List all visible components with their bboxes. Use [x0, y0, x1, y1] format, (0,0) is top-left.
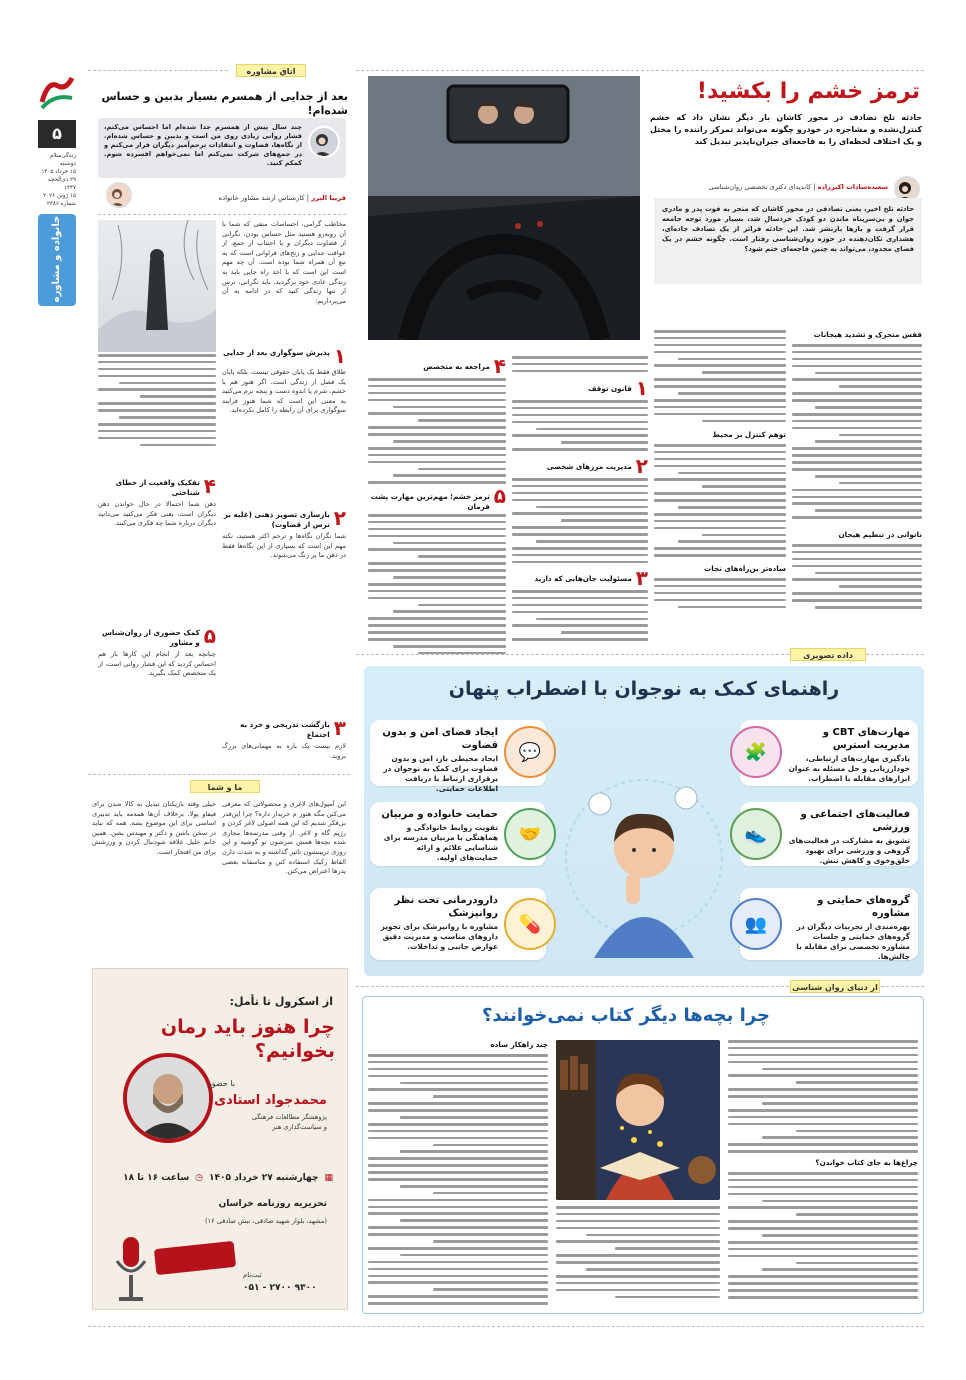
side-strip: [38, 72, 76, 342]
anger-col-2: توهم کنترل بر محیط ساده‌تر بن‌راه‌های نجات: [654, 330, 786, 612]
author-avatar: [106, 182, 132, 208]
speaker-photo: [123, 1053, 213, 1143]
event-phone: ۹۳۰۰ ۲۷۰۰ - ۰۵۱: [243, 1283, 317, 1293]
anger-author: سعیده‌سادات اکبرزاده | کاندیدای دکتری تخصصی روان‌شناسی: [654, 176, 922, 196]
question-avatar: [308, 126, 340, 158]
event-pre: از اسکرول تا تأمل:: [229, 995, 333, 1008]
letters-col2: خیلی وقته بازیکنان تبدیل به کالا شدن برای فیفاو پولا. برخلاف آن‌ها همه‌مه باید تدبیری اساسی برای این موضوع بشه. همه که نباید در سخن باشن و دکتر و مهندس بشن. همین خانم خلیل علاقه شودنبال کردن و ورزشش برای من افتخار است.: [92, 800, 216, 856]
anger-col-1: قفس متحرک و تشدید هیجانات ناتوانی در تنظیم هیجان: [792, 330, 922, 610]
counsel-title: بعد از جدایی از همسرم بسیار بدبین و حساس شده‌ام!: [101, 90, 348, 117]
event-with: با حضور: [207, 1079, 235, 1088]
mic-illustration: [111, 1235, 151, 1305]
books-title: چرا بچه‌ها دیگر کتاب نمی‌خوانند؟: [481, 1005, 770, 1026]
counsel-tag: اتاق مشاوره: [236, 64, 306, 77]
event-title: چرا هنوز باید رمان بخوانیم؟: [160, 1016, 335, 1062]
question-text: چند سال پیش از همسرم جدا شده‌ام اما احساس می‌کنم، فشار روانی زیادی روی من است و بدبین و حساس شده‌ام. از نگاه‌ها، قضاوت و انتقادات ترحم‌آمیز دیگران فرار می‌کنم و در جمع‌های شرکت نمی‌کنم اما نمی‌خواهم افسرده شوم. کمکم کنید.: [104, 123, 302, 167]
event-address: (مشهد، بلوار شهید صادقی، نبش صادقی ۱۶): [204, 1217, 327, 1225]
page-number: ۵: [38, 120, 76, 148]
anger-lead: حادثه تلخ تصادف در محور کاشان بار دیگر نشان داد که خشم کنترل‌نشده و مشاجره در خودرو چگونه می‌تواند تمرکز راننده را مختل و یک اختلاف لحظه‌ای را به فاجعه‌ای جبران‌ناپذیر تبدیل کند: [650, 113, 922, 146]
logo: [38, 72, 76, 112]
section-label: خانواده و مشاوره: [38, 214, 76, 306]
event-stamp: [154, 1241, 236, 1275]
counsel-photo: [98, 220, 216, 352]
clock-icon: ◷: [195, 1173, 204, 1183]
counsel-author: فریبا البرز | کارشناس ارشد مشاور خانواده: [98, 182, 346, 212]
books-tag: از دنیای روان شناسی: [790, 980, 880, 993]
pill-icon: 💊: [504, 898, 556, 950]
books-col-right: چراغ‌ها به جای کتاب خواندن؟: [728, 1040, 918, 1306]
info-item-cbt: 🧩 مهارت‌های CBT و مدیریت استرس یادگیری مهارت‌های ارتباطی، خودارزیابی و حل مسئله به عنوان ابزارهای مقابله با اضطراب.: [740, 720, 918, 786]
event-org: تحریریه روزنامه خراسان: [218, 1199, 327, 1209]
info-item-family: 🤝 حمایت خانواده و مربیان تقویت روابط خانوادگی و هماهنگی با مربیان مدرسه برای شناسایی علائم و ارائه حمایت‌های اولیه.: [370, 802, 546, 866]
event-reg-label: ثبت‌نام: [243, 1271, 262, 1279]
counsel-item-1: ۱ پذیرش سوگواری بعد از جدایی طلاق فقط یک پایان حقوقی نیست، بلکه پایان یک فصل از زندگی است. اگر هنوز هم با خشم، شرم یا اندوه دست و پنجه نرم می‌کنید به معنی این است که شما هنوز فرایند سوگواری برای آن رابطه را کامل نکرده‌اید.: [222, 344, 346, 415]
calendar-icon: ▦: [324, 1173, 333, 1183]
speaker-name: محمدجواد استادی: [214, 1093, 327, 1108]
issue-meta: زندگی‌سلام دوشنبه ۱۵ خرداد ۱۴۰۵ ۲۹ ذی‌الحجه ۱۴۴۷ ۱۵ ژوئن ۲۰۲۶ شماره ۲۳۸۶: [41, 153, 76, 207]
event-poster: [92, 968, 348, 1310]
sneaker-icon: 👟: [730, 808, 782, 860]
info-item-meds: 💊 دارودرمانی تحت نظر روانپزشک مشاوره با روانپزشک برای تجویز داروهای مناسب و مدیریت دقیق عوارض جانبی و تداخلات.: [370, 888, 546, 960]
info-item-groups: 👥 گروه‌های حمایتی و مشاوره بهره‌مندی از تجربیات دیگران در گروه‌های حمایتی و جلسات مشاوره تخصصی برای مقابله با چالش‌ها.: [740, 888, 918, 960]
speaker-role-2: و سیاست‌گذاری هنر: [272, 1123, 327, 1131]
counsel-item-5: ۵ کمک حضوری از روان‌شناس و مشاور چنانچه بعد از انجام این کارها باز هم احساس کردید که این فشار روانی است، از یک متخصص کمک بگیرید.: [98, 624, 216, 678]
speaker-role-1: پژوهشگر مطالعات فرهنگی: [251, 1113, 327, 1121]
handshake-icon: 🤝: [504, 808, 556, 860]
question-box: [98, 118, 346, 178]
author-name: فریبا البرز: [311, 194, 346, 202]
anger-photo: [368, 76, 640, 340]
anger-col-3: ۱ قانون توقف ۲ مدیریت مرزهای شخصی ۳ مسئولیت جان‌هایی که دارید: [512, 356, 648, 646]
anger-title: ترمز خشم را بکشید!: [696, 79, 920, 104]
books-col-left: چند راهکار ساده: [368, 1040, 548, 1316]
counsel-item-4: ۴ تفکیک واقعیت از خطای شناختی ذهن شما احتمالا در حال خواندن ذهن دیگران است، یعنی فکر می‌کنید می‌دانید دیگران درباره شما چه فکری می‌کنند.: [98, 474, 216, 528]
counsel-item-3: ۳ بازگشت تدریجی و خرد به اجتماع لازم نیست یک باره به مهمانی‌های بزرگ بروید.: [222, 716, 346, 760]
author-role: کارشناس ارشد مشاور خانواده: [218, 194, 305, 202]
anger-author-role: کاندیدای دکتری تخصصی روان‌شناسی: [708, 183, 812, 191]
anger-author-name: سعیده‌سادات اکبرزاده: [817, 183, 888, 191]
infographic-tag: داده تصویری: [790, 648, 866, 661]
letters-tag: ما و شما: [190, 780, 260, 793]
counsel-item-2: ۲ بازسازی تصویر ذهنی (غلبه بر ترس از قضاوت) شما نگران نگاه‌ها و ترحم اکثر هستید، نکته مهم این است که بسیاری از این نگاه‌ها فقط در ذهن ما پر رنگ می‌شوند.: [222, 506, 346, 560]
info-item-social: 👟 فعالیت‌های اجتماعی و ورزشی تشویق به مشارکت در فعالیت‌های گروهی و ورزشی برای بهبود خلق‌وخوی و کاهش تنش.: [740, 802, 918, 866]
anger-col-4: ۴ مراجعه به متخصص ۵ ترمز خشم؛ مهم‌ترین مهارت پشت فرمان: [368, 356, 506, 662]
letters-col1: این آمپول‌های لاغری و محصولاتی که معرفی می‌کنن مگه هنوز م خریدار داره؟ چرا این‌قدر بی‌فکر شدیم که این همه اصولی لاغر کردن و رژیم گاه و لاغر. از وقتی مدرسه‌ها مجازی شده بچه‌ها همش سرشون تو گوشیه و این روزی تربیتشون تاثیر گذاشته و به شدت دارن الفاظ رکیک استفاده کنن و متاسفانه بعضی پدرها اعتراض می‌کنن.: [222, 800, 346, 876]
books-col-below-photo: [556, 1206, 720, 1304]
event-date-row: ▦ چهارشنبه ۲۷ خرداد ۱۴۰۵ ◷ ساعت ۱۶ تا ۱۸: [123, 1173, 333, 1183]
chat-icon: 💬: [504, 726, 556, 778]
infographic-title: راهنمای کمک به نوجوان با اضطراب پنهان: [448, 678, 840, 700]
counsel-col2-top: [98, 354, 216, 454]
group-icon: 👥: [730, 898, 782, 950]
books-photo: [556, 1040, 720, 1200]
puzzle-icon: 🧩: [730, 726, 782, 778]
infographic: [364, 666, 924, 976]
anger-intro: حادثه تلخ اخیر، یعنی تصادفی در محور کاشان که منجر به فوت پدر و مادری جوان و بی‌سرپناه ماندن دو کودک خردسال شد، بسیار مورد توجه جامعه قرار گرفت و بارها بازنشر شد. این حادثه فراتر از یک تصادف جاده‌ای، هشداری تکان‌دهنده در حوزه روان‌شناسی رفتار است. چگونه خشم در یک فضای محدود، می‌تواند به چنین فاجعه‌ای ختم شود؟: [654, 198, 922, 284]
info-item-safe-space: 💬 ایجاد فضای امن و بدون قضاوت ایجاد محیطی باز، امن و بدون قضاوت برای کمک به نوجوان در برقراری ارتباط با دریافت اطلاعات حمایتی.: [370, 720, 546, 786]
center-teen-illustration: [564, 758, 724, 958]
counsel-intro: مخاطب گرامی، احساسات منفی که شما با آن روبه‌رو هستید مثل حساس بودن، نگرانی از قضاوت دیگران و یا احتناب از جمع، از عواقب جدایی و رنج‌های فراوانی است که به تبع آن همراه شما بوده است. آن چه مهم است این است که با اخذ راه جایی باید به زندگی عادی خود برگردید. باید نگرانی، ترس از تنها زندگی کنید که در ادامه به آن می‌پردازیم:: [222, 220, 346, 305]
